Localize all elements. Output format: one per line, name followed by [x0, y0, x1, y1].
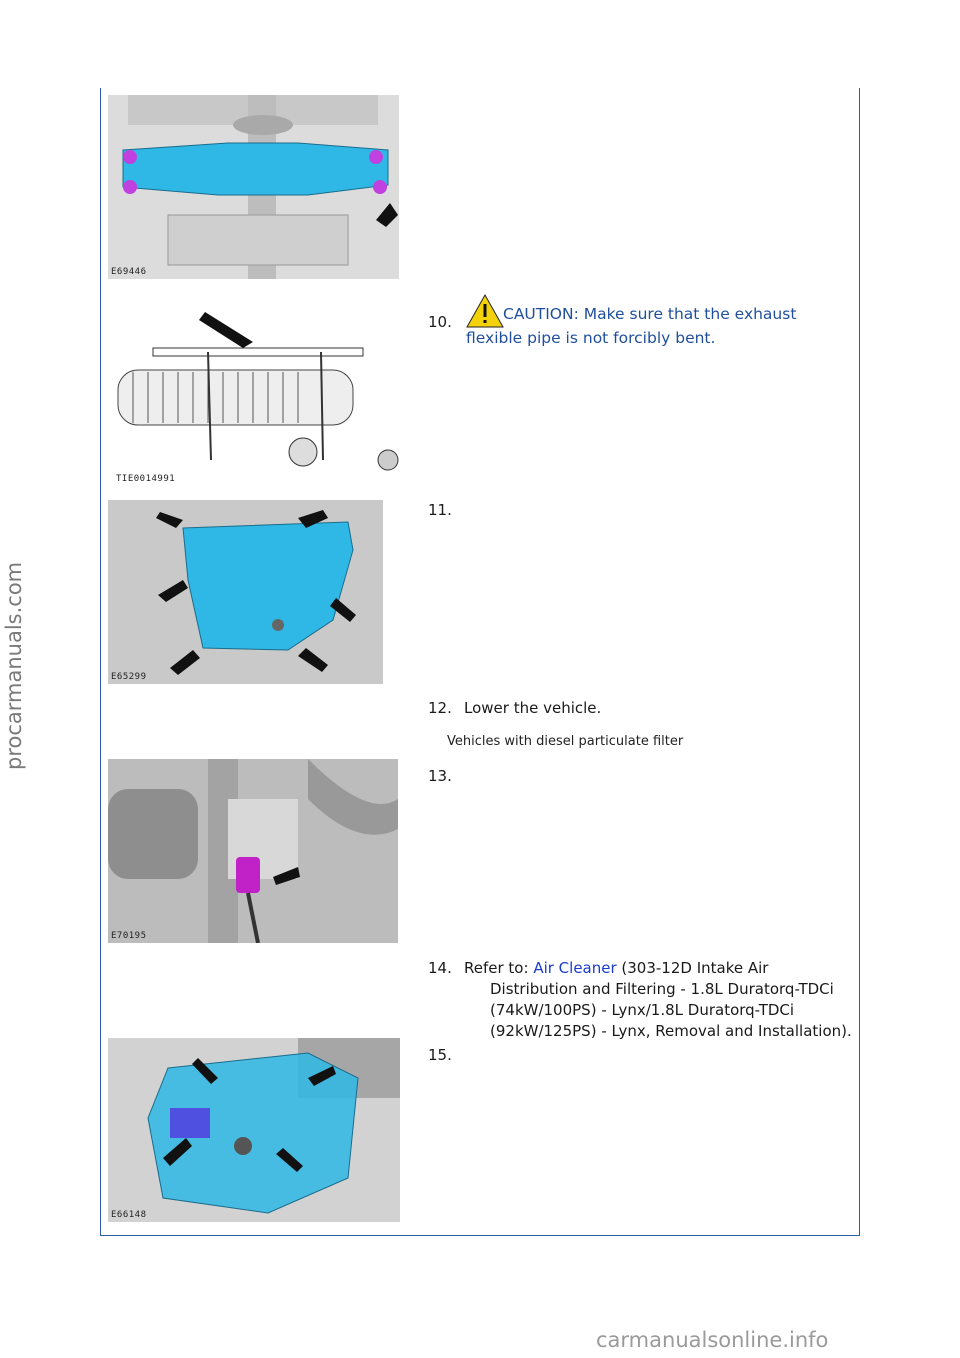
caution-text-cont: flexible pipe is not forcibly bent.: [466, 329, 716, 347]
crossmember-illustration: [108, 95, 399, 279]
step-number: 11.: [428, 501, 452, 519]
figure-e70195: [108, 759, 398, 943]
figure-e65299: [108, 500, 383, 684]
figure-label: E70195: [111, 931, 147, 941]
section-heading: Vehicles with diesel particulate filter: [447, 734, 684, 749]
step-number: 15.: [428, 1046, 452, 1064]
refer-to-label: Refer to:: [464, 959, 534, 977]
engine-cover-illustration: [108, 1038, 400, 1222]
air-cleaner-link[interactable]: Air Cleaner: [533, 959, 617, 977]
caution-text: CAUTION: Make sure that the exhaust: [503, 305, 797, 323]
figure-tie0014991: [113, 300, 406, 486]
figure-label: E69446: [111, 267, 147, 277]
engine-sensor-illustration: [108, 759, 398, 943]
figure-label: E66148: [111, 1210, 147, 1220]
warning-icon: [466, 294, 504, 328]
reference-text-line3: (74kW/100PS) - Lynx/1.8L Duratorq-TDCi: [490, 1001, 795, 1019]
figure-label: TIE0014991: [116, 474, 176, 484]
step-number: 12.: [428, 699, 452, 717]
step-number: 14.: [428, 959, 452, 977]
figure-e69446: [108, 95, 399, 279]
step-number: 13.: [428, 767, 452, 785]
reference-text-line4: (92kW/125PS) - Lynx, Removal and Installation).: [490, 1022, 852, 1040]
figure-e66148: [108, 1038, 400, 1222]
step-text: Lower the vehicle.: [464, 699, 602, 717]
watermark-bottom: carmanualsonline.info: [596, 1328, 829, 1352]
reference-text-line2: Distribution and Filtering - 1.8L Duratorq-TDCi: [490, 980, 834, 998]
watermark-left: procarmanuals.com: [2, 561, 26, 770]
reference-text: (303-12D Intake Air: [616, 959, 769, 977]
step-number: 10.: [428, 313, 452, 331]
figure-label: E65299: [111, 672, 147, 682]
undertray-illustration: [108, 500, 383, 684]
flexible-pipe-illustration: [113, 300, 406, 486]
